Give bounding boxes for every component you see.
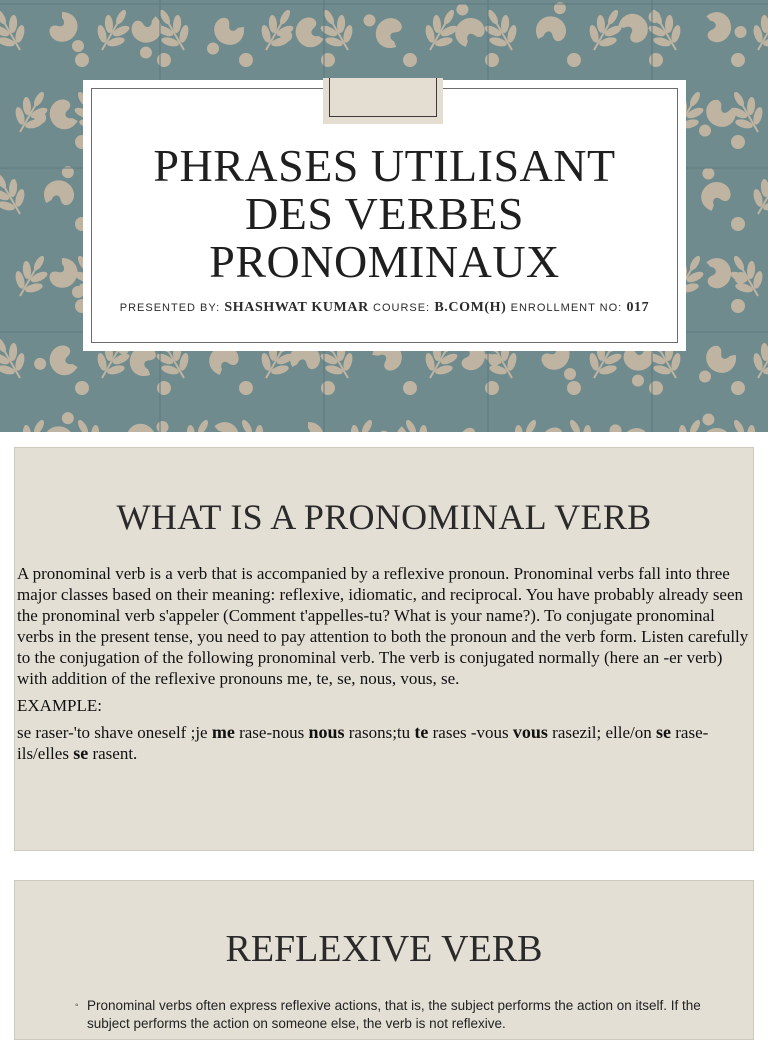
title-tab-decoration (323, 78, 443, 124)
bullet-item (75, 997, 713, 1033)
slide-heading: REFLEXIVE VERB (225, 928, 543, 970)
course-label: COURSE: (373, 302, 431, 314)
presenter-name: SHASHWAT KUMAR (224, 300, 369, 315)
title-line-2: DES VERBES (245, 188, 524, 239)
pronoun-vous: vous (512, 722, 548, 742)
enrollment-label: ENROLLMENT NO: (510, 302, 623, 314)
reflexive-verb-slide (14, 880, 754, 1040)
definition-slide (14, 447, 754, 851)
title-card (83, 80, 686, 351)
definition-paragraph: A pronominal verb is a verb that is accompanied by a reflexive pronoun. Pronominal verbs fall into three major classes based on their meaning: reflexive, idiomatic, and reciprocal. You have probably already seen the pronominal verb s'appeler (Comment t'appelles-tu? What is your name?). To conjugate pronominal verbs in the present tense, you need to pay attention to both the pronoun and the verb form. Listen carefully to the conjugation of the following pronominal verb. The verb is conjugated normally (here an -er verb) with addition of the reflexive pronouns me, te, se, nous, vous, se. (17, 564, 749, 688)
title-line-3: PRONOMINAUX (209, 236, 560, 287)
enrollment-value: 017 (626, 300, 650, 315)
title-slide (0, 0, 768, 432)
slide-body (17, 563, 753, 770)
title-line-1: PHRASES UTILISANT (153, 140, 616, 191)
example-label: EXAMPLE: (17, 696, 102, 715)
bullet-icon: ◦ (75, 1000, 79, 1011)
course-value: B.COM(H) (434, 300, 507, 315)
pronoun-se: se (656, 722, 672, 742)
pronoun-te: te (414, 722, 429, 742)
pronoun-me: me (211, 722, 235, 742)
bullet-text: Pronominal verbs often express reflexive actions, that is, the subject performs the action on itself. If the subject performs the action on someone else, the verb is not reflexive. (87, 998, 701, 1031)
pronoun-nous: nous (308, 722, 345, 742)
slide-heading: WHAT IS A PRONOMINAL VERB (116, 497, 652, 537)
pronoun-se-plural: se (73, 743, 89, 763)
presenter-info (101, 299, 668, 316)
presented-by-label: PRESENTED BY: (119, 302, 221, 314)
presentation-title (103, 142, 666, 286)
example-text: se raser-'to shave oneself ;je me rase-nous nous rasons;tu te rases -vous vous rasezil; elle/on se rase-ils/elles se rasent. (17, 722, 709, 763)
